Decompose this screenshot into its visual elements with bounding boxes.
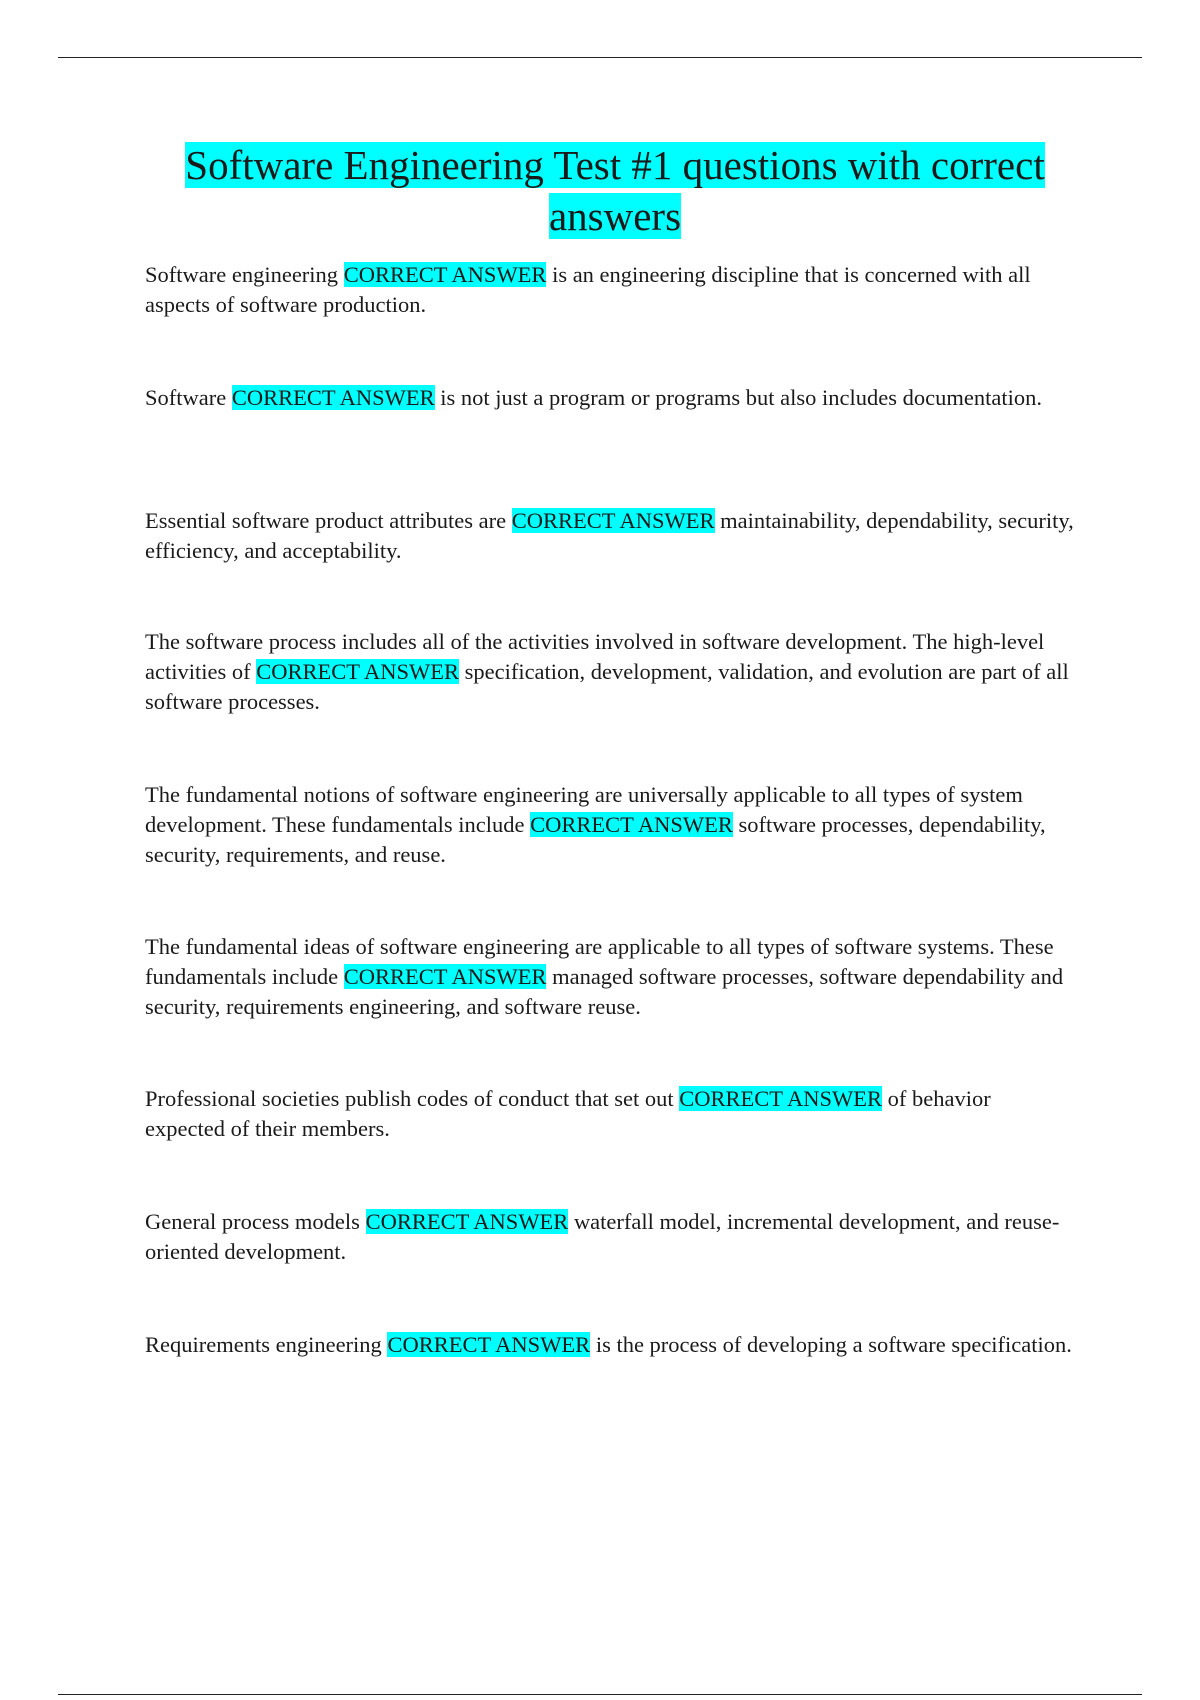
correct-answer-marker: CORRECT ANSWER — [387, 1332, 591, 1357]
answer-text: specification, development, validation, and evolution are part of all software processes. — [145, 659, 1069, 714]
correct-answer-marker: CORRECT ANSWER — [679, 1086, 883, 1111]
question-text: Software engineering — [145, 262, 339, 287]
question-text: The software process includes all of the activities involved in software development. The high-level activities of — [145, 629, 1045, 684]
qa-item — [145, 260, 1075, 320]
answer-text: software processes, dependability, security, requirements, and reuse. — [145, 812, 1046, 867]
qa-item — [145, 780, 1075, 870]
answer-text: is the process of developing a software specification. — [595, 1332, 1072, 1357]
question-text: Professional societies publish codes of conduct that set out — [145, 1086, 674, 1111]
document-title — [145, 140, 1085, 242]
correct-answer-marker: CORRECT ANSWER — [343, 262, 547, 287]
question-text: Essential software product attributes are — [145, 508, 507, 533]
correct-answer-marker: CORRECT ANSWER — [511, 508, 715, 533]
qa-item — [145, 506, 1075, 566]
qa-item — [145, 383, 1075, 413]
correct-answer-marker: CORRECT ANSWER — [530, 812, 733, 837]
answer-text: waterfall model, incremental development, and reuse-oriented development. — [145, 1209, 1060, 1264]
question-text: The fundamental ideas of software engineering are applicable to all types of software systems. These fundamentals include — [145, 934, 1054, 989]
answer-text: is not just a program or programs but also includes documentation. — [440, 385, 1042, 410]
answer-text: of behavior expected of their members. — [145, 1086, 991, 1141]
top-rule — [58, 57, 1142, 58]
title-highlight: Software Engineering Test #1 questions with correct answers — [185, 142, 1045, 239]
qa-item — [145, 1330, 1075, 1360]
answer-text: is an engineering discipline that is concerned with all aspects of software production. — [145, 262, 1031, 317]
correct-answer-marker: CORRECT ANSWER — [256, 659, 459, 684]
correct-answer-marker: CORRECT ANSWER — [365, 1209, 569, 1234]
qa-item — [145, 1207, 1075, 1267]
qa-item — [145, 932, 1075, 1022]
question-text: General process models — [145, 1209, 360, 1234]
bottom-rule — [58, 1694, 1142, 1695]
qa-item — [145, 627, 1075, 717]
answer-text: managed software processes, software dependability and security, requirements engineering, and software reuse. — [145, 964, 1064, 1019]
question-text: Software — [145, 385, 227, 410]
answer-text: maintainability, dependability, security, efficiency, and acceptability. — [145, 508, 1074, 563]
correct-answer-marker: CORRECT ANSWER — [231, 385, 435, 410]
correct-answer-marker: CORRECT ANSWER — [343, 964, 547, 989]
qa-item — [145, 1084, 1075, 1144]
question-text: Requirements engineering — [145, 1332, 382, 1357]
question-text: The fundamental notions of software engineering are universally applicable to all types of system development. These fundamentals include — [145, 782, 1023, 837]
